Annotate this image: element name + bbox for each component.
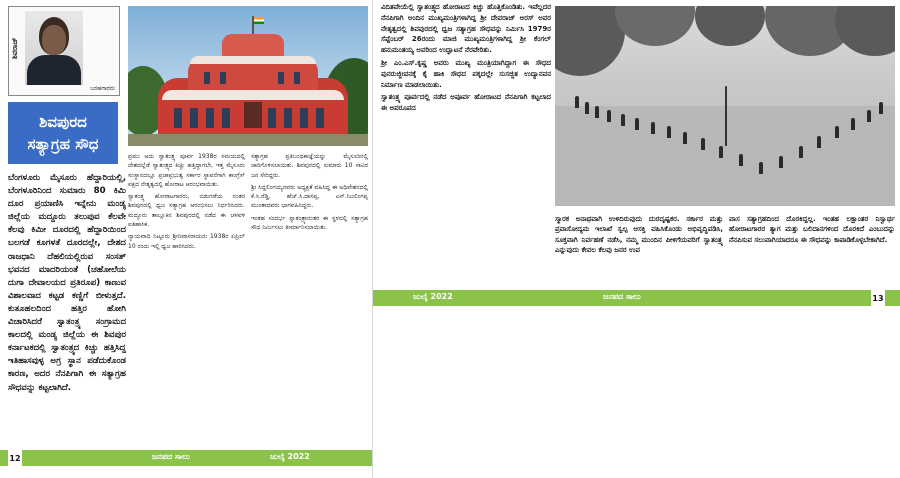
left-main-column — [128, 6, 368, 456]
page-number: 12 — [8, 450, 22, 466]
article-title-line-1: ಶಿವಪುರದ — [39, 113, 87, 131]
body-paragraph: ಸತ್ಯಾಗ್ರಹ ಪ್ರತಿಬಂಧಕಾಜ್ಞೆಯನ್ನು ಮೈಸೂರಿನಲ್ಲಿ ಜಾರಿಗೊಳಿಸಲಾಯಿತು. ಶಿವಪುರದಲ್ಲಿ ಸುಮಾರು 10 ಸಾವಿರ ಜನ ಸೇರಿದ್ದರು. — [251, 153, 368, 179]
author-card — [8, 6, 120, 96]
body-paragraph: ಇಂತಹ ಸಂದರ್ಭ ಸ್ವಾತಂತ್ರ್ಯಾನಂತರ ಈ ಸ್ಥಳದಲ್ಲಿ ಸತ್ಯಾಗ್ರಹ ಸೌಧ ನಿರ್ಮಿಸಲು ತೀರ್ಮಾನಿಸಲಾಯಿತು. — [251, 214, 368, 232]
historic-crowd-photo — [555, 6, 895, 206]
body-column-2 — [251, 152, 368, 235]
issue-date: ಜುಲೈ 2022 — [270, 452, 310, 461]
body-column-1 — [128, 152, 245, 254]
body-paragraph: ಪ್ರಮು ಅದು ಸ್ವಾತಂತ್ರ್ಯ ಪೂರ್ವ 1938ರ ಸಮಯದಲ್ಲಿ ದೇಶದಲ್ಲೆಡೆ ಸ್ವಾತಂತ್ರ್ಯದ ಕಿಚ್ಚು ಹತ್ತಿದ್ದಾಗಲೇ, ಇತ್ತ ಮೈಸೂರು ಸಂಸ್ಥಾನದಲ್ಲೂ ಪ್ರಜಾಪ್ರಭುತ್ವ ಸರ್ಕಾರ ಸ್ಥಾಪನೆಗಾಗಿ ಕಾಂಗ್ರೆಸ್ ಪಕ್ಷದ ನೇತೃತ್ವದಲ್ಲಿ ಹೋರಾಟ ಆರಂಭವಾಯಿತು. — [128, 153, 245, 188]
body-paragraph: ಶ್ರೀ ಸಿದ್ದಲಿಂಗಯ್ಯನವರು ಅಧ್ಯಕ್ಷತೆ ವಹಿಸಿದ್ದ ಈ ಅಧಿವೇಶನದಲ್ಲಿ ಕೆ.ಸಿ.ರೆಡ್ಡಿ, ಹೆಚ್.ಸಿ.ದಾಸಪ್ಪ, ಎಸ್.ನಿಜಲಿಂಗಪ್ಪ ಮುಂತಾದವರು ಭಾಗವಹಿಸಿದ್ದರು. — [251, 183, 368, 210]
right-footer-bar — [373, 290, 900, 306]
body-paragraph: ಶ್ರೀ ಎಂ.ಎಸ್.ಕೃಷ್ಣ ಅವರು ಮುಖ್ಯ ಮಂತ್ರಿಯಾಗಿದ್ದಾಗ ಈ ಸೌಧದ ಪುನರುಜ್ಜೀವನಕ್ಕೆ ಕೈ ಹಾಕಿ ಸೌಧದ ಪಕ್ಕದಲ್ಲೇ ಸುಸಜ್ಜಿತ ಉದ್ಯಾನವನ ನಿರ್ಮಾಣ ಮಾಡಲಾಯಿತು. — [381, 58, 551, 89]
article-intro: ಬೆಂಗಳೂರು ಮೈಸೂರು ಹೆದ್ದಾರಿಯಲ್ಲಿ, ಬೆಂಗಳೂರಿನಿಂದ ಸುಮಾರು 80 ಕಿಮಿ ದೂರ ಪ್ರಯಾಣಿಸಿ ಇನ್ನೇನು ಮಂಡ್ಯ ಜಿಲ್ಲೆಯ ಮದ್ದೂರು ತಲುಪುವ ಕೆಲವೇ ಕೆಲವು ಕಿಮೀ ದೂರದಲ್ಲಿ ಹೆದ್ದಾರಿಯಿಂದ ಬಲಗಡೆ ಕೂಗಳತೆ ದೂರದಲ್ಲೇ, ದೇಶದ ರಾಜಧಾನಿ ದೆಹಲಿಯಲ್ಲಿರುವ ಸಂಸತ್ ಭವನದ ಮಾದರಿಯಂತೆ (ಚಹೋಲೆಯ ದುಗಾ ದೇವಾಲಯದ ಪ್ರತಿರೂಪ) ಕಾಣುವ ವಿಶಾಲವಾದ ಕಟ್ಟಡ ಕಣ್ಣಿಗೆ ಬೀಳುತ್ತದೆ. ಕುತೂಹಲದಿಂದ ಹತ್ತಿರ ಹೋಗಿ ವಿಚಾರಿಸಿದರೆ ಸ್ವಾತಂತ್ರ್ಯ ಸಂಗ್ರಾಮದ ಕಾಲದಲ್ಲಿ ಮಂಡ್ಯ ಜಿಲ್ಲೆಯ ಈ ಶಿವಪುರ ಕರ್ನಾಟಕದಲ್ಲಿ ಸ್ವಾತಂತ್ರ್ಯದ ಕಿಚ್ಚು ಹತ್ತಿಸಿದ್ದ ಇತಿಹಾಸವುಳ್ಳ ಅಗ್ರ ಸ್ಥಾನ ಪಡೆದುಕೊಂಡ ಕಾರಣ, ಅದರ ನೆನಪಿಗಾಗಿ ಈ ಸತ್ಯಾಗ್ರಹ ಸೌಧವನ್ನು ಕಟ್ಟಲಾಗಿದೆ. — [8, 173, 126, 393]
issue-date: ಜುಲೈ 2022 — [413, 292, 453, 301]
author-photo — [25, 11, 83, 85]
page-number: 13 — [871, 290, 885, 306]
body-paragraph: ಸ್ವಾತಂತ್ರ್ಯ ಹೋರಾಟಗಾರರು, ಬಿಡುಗಡೆಯ ನಂತರ ಶಿವಪುರದಲ್ಲಿ ಧ್ವಜ ಸತ್ಯಾಗ್ರಹ ಆರಂಭಿಸಲು ನಿರ್ಧರಿಸಿದರು. ಮದ್ದೂರು ತಾಲ್ಲೂಕಿನ ಶಿವಪುರದಲ್ಲಿ ನಡೆದ ಈ ಚಳವಳಿ ಐತಿಹಾಸಿಕ. — [128, 193, 245, 229]
body-paragraph: ವಿದಿತವೇಯೆಲ್ಲಿ ಸ್ವಾತಂತ್ರ್ಯದ ಹೋರಾಟದ ಕಿಚ್ಚು ಹೊತ್ತಿಕೊಂಡಿತು. ಇವೆಲ್ಲದರ ನೆನಪಿಗಾಗಿ ಅಂದಿನ ಮುಖ್ಯಮಂತ್ರಿಗಳಾಗಿದ್ದ ಶ್ರೀ ದೇವರಾಜ್ ಅರಸ್ ಅವರ ನೇತೃತ್ವದಲ್ಲಿ ಶಿವಪುರದಲ್ಲಿ ಧ್ವಜ ಸತ್ಯಾಗ್ರಹ ಸೌಧವನ್ನು ನಿರ್ಮಿಸಿ 1979ರ ಸೆಪ್ಟೆಂಬರ್ 26ರಂದು ಮಾಜಿ ಮುಖ್ಯಮಂತ್ರಿಗಳಾಗಿದ್ದ ಶ್ರೀ ಕೆಂಗಲ್ ಹನುಮಂತಯ್ಯ ಅವರಿಂದ ಉದ್ಘಾಟನೆ ನೆರವೇರಿತು. — [381, 3, 551, 55]
right-column-2: ಸ್ಮಾರಕ ಅನಾಥವಾಗಿ ಉಳಿದಿರುವುದು ದುರದೃಷ್ಟಕರ. ಸರ್ಕಾರ ಮತ್ತು ಪ್ರವಾಸೋದ್ಯಮ ಇಲಾಖೆ ಸ್ವಲ್ಪ ಆಸಕ್ತಿ ವಹಿಸಿಕೊಂಡು ಅಭಿವೃದ್ಧಿಪಡಿಸಿ, ಸೂಕ್ತವಾಗಿ ನಿರ್ವಹಣೆ ನಡೆಸಿ, ನಮ್ಮ ಮುಂದಿನ ಪೀಳಿಗೆಯವರಿಗೆ ಸ್ವಾತಂತ್ರ್ಯ ಎನ್ನುವುದು ಕೇವಲ ಕೆಲವು ಜನರ ಉಪ — [555, 215, 723, 255]
flag-icon — [254, 17, 264, 24]
right-column-1 — [381, 2, 551, 116]
magazine-name: ಜನಪದ ಸಾಲು — [603, 292, 641, 301]
author-name-vertical: ಶಿವರಾಜ್ — [11, 37, 19, 59]
satyagraha-soudha-photo — [128, 6, 368, 146]
article-title-line-2: ಸತ್ಯಾಗ್ರಹ ಸೌಧ — [27, 135, 99, 153]
author-caption: ಬರಹಗಾರರು — [89, 85, 115, 92]
left-page — [0, 0, 372, 478]
right-page — [372, 0, 900, 478]
left-sidebar-column — [8, 6, 126, 456]
body-paragraph: ನ್ಯಾಯವಾದಿ ನಿಟ್ಟೂರು ಶ್ರೀನಿವಾಸರಾಯರು 1938ರ ಏಪ್ರಿಲ್ 10 ರಂದು ಇಲ್ಲಿ ಧ್ವಜ ಹಾರಿಸಿದರು. — [128, 233, 245, 250]
magazine-name: ಜನಪದ ಸಾಲು — [152, 452, 190, 461]
body-paragraph: ಸ್ವಾತಂತ್ರ್ಯ ಪೂರ್ವದಲ್ಲಿ ನಡೆದ ಅಪೂರ್ವ ಹೋರಾಟದ ನೆನಪಿಗಾಗಿ ಕಟ್ಟಲಾದ ಈ ಅಪರೂಪದ — [381, 93, 551, 113]
right-column-3: ವಾಸ ಸತ್ಯಾಗ್ರಹದಿಂದ ದೊರಕಿದ್ದಲ್ಲ. ಇಂತಹ ಲಕ್ಷಾಂತರ ನಿಸ್ವಾರ್ಥ ಹೋರಾಟಗಾರರ ತ್ಯಾಗ ಮತ್ತು ಬಲಿದಾನಗಳಿಂದ ದೊರಕಿದೆ ಎಂಬುದನ್ನು ನೆನಪಿಸುವ ಸಲುವಾಗಿಯಾದರೂ ಈ ಸೌಧವನ್ನು ಕಾಪಾಡಿಕೊಳ್ಳಬೇಕಾಗಿದೆ. — [729, 215, 895, 244]
article-title — [8, 102, 118, 164]
left-footer-bar — [0, 450, 372, 466]
